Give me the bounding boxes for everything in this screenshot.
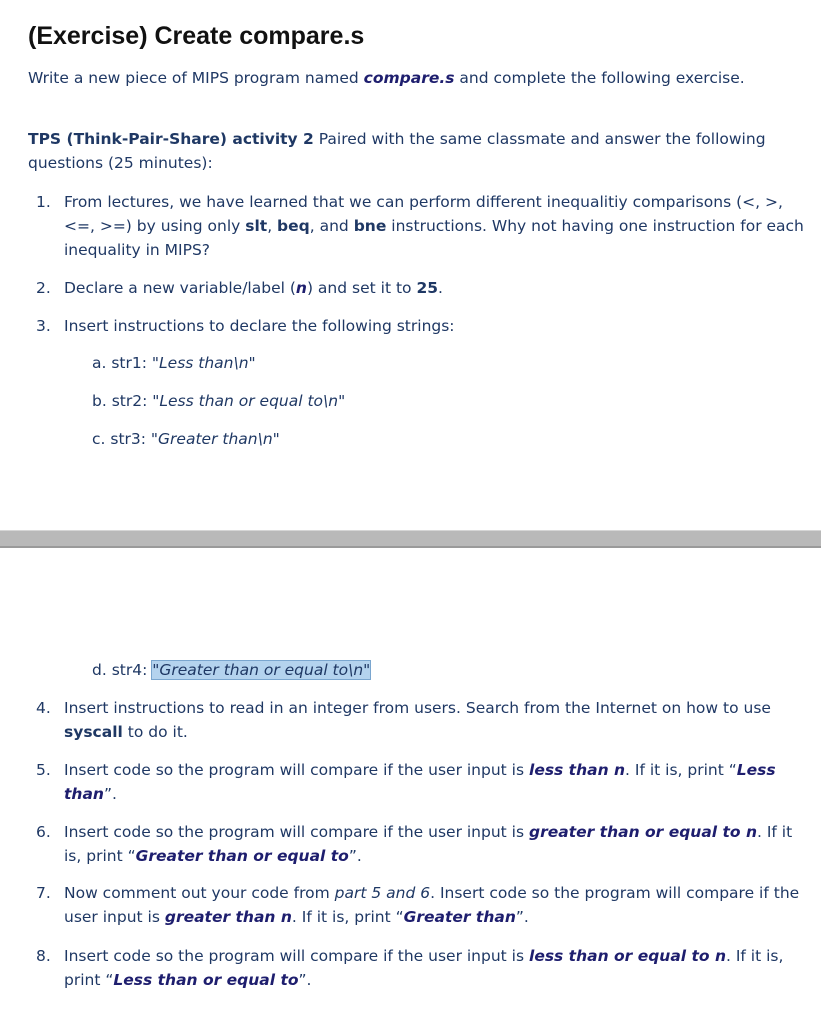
string-item-b xyxy=(92,389,345,413)
keyword-slt: slt xyxy=(245,217,268,235)
highlighted-string-value[interactable]: "Greater than or equal to\n" xyxy=(152,661,371,679)
question-number: 8. xyxy=(36,947,51,965)
intro-text-2: and complete the following exercise. xyxy=(454,69,745,87)
variable-n: n xyxy=(295,279,307,297)
output-text: Less than xyxy=(64,761,776,803)
string-item-c xyxy=(92,427,280,451)
intro-text: Write a new piece of MIPS program named xyxy=(28,69,364,87)
page-divider xyxy=(0,530,821,548)
q4-text-2: to do it. xyxy=(122,723,188,741)
string-value: "Greater than\n" xyxy=(150,430,280,448)
q2-text-2: ) and set it to xyxy=(306,279,417,297)
string-label: b. str2: xyxy=(92,392,153,410)
string-item-d xyxy=(92,658,370,682)
string-label: a. str1: xyxy=(92,354,152,372)
output-text: Greater than or equal to xyxy=(135,847,349,865)
question-number: 2. xyxy=(36,279,51,297)
question-6 xyxy=(36,820,806,868)
tps-label: TPS (Think-Pair-Share) activity 2 xyxy=(28,130,314,148)
question-5 xyxy=(36,758,806,806)
question-number: 7. xyxy=(36,884,51,902)
q4-text: Insert instructions to read in an integer from users. Search from the Internet on how to use xyxy=(64,699,771,717)
q6-end: ”. xyxy=(348,847,362,865)
q5-end: ”. xyxy=(103,785,117,803)
intro-paragraph xyxy=(28,66,803,90)
question-3 xyxy=(36,314,806,338)
string-label: d. str4: xyxy=(92,661,153,679)
filename: compare.s xyxy=(363,69,455,87)
question-8 xyxy=(36,944,806,992)
q6-text: Insert code so the program will compare if the user input is xyxy=(64,823,529,841)
tps-paragraph xyxy=(28,127,803,175)
condition: less than n xyxy=(529,761,626,779)
question-number: 4. xyxy=(36,699,51,717)
q7-text-3: . If it is, print “ xyxy=(291,908,404,926)
string-value: "Less than\n" xyxy=(151,354,256,372)
q5-text: Insert code so the program will compare if the user input is xyxy=(64,761,529,779)
condition: greater than or equal to n xyxy=(529,823,757,841)
q7-text-2: . Insert code so the program will compare if the user input is xyxy=(64,884,800,926)
q8-text: Insert code so the program will compare if the user input is xyxy=(64,947,529,965)
keyword-syscall: syscall xyxy=(64,723,123,741)
string-value: "Less than or equal to\n" xyxy=(152,392,346,410)
q8-end: ”. xyxy=(298,971,312,989)
q8-text-2: . If it is, print “ xyxy=(64,947,784,989)
question-number: 3. xyxy=(36,317,51,335)
keyword-beq: beq xyxy=(277,217,310,235)
question-4 xyxy=(36,696,806,744)
condition: less than or equal to n xyxy=(529,947,726,965)
q1-sep1: , xyxy=(267,217,278,235)
tps-text: Paired with the same classmate and answer the following questions (25 minutes): xyxy=(28,130,766,172)
keyword-bne: bne xyxy=(353,217,387,235)
output-text: Less than or equal to xyxy=(113,971,299,989)
q1-text: From lectures, we have learned that we can perform different inequalitiy comparisons (<, >, <=, >=) by using only xyxy=(64,193,783,235)
q2-text: Declare a new variable/label ( xyxy=(64,279,296,297)
question-7 xyxy=(36,881,806,929)
string-item-a xyxy=(92,351,256,375)
q5-text-2: . If it is, print “ xyxy=(625,761,737,779)
q3-text: Insert instructions to declare the following strings: xyxy=(64,317,455,335)
q2-period: . xyxy=(438,279,443,297)
page-title: (Exercise) Create compare.s xyxy=(28,22,365,50)
question-number: 5. xyxy=(36,761,51,779)
string-label: c. str3: xyxy=(92,430,151,448)
q7-text: Now comment out your code from xyxy=(64,884,335,902)
q7-end: ”. xyxy=(515,908,529,926)
question-2 xyxy=(36,276,806,300)
question-number: 6. xyxy=(36,823,51,841)
output-text: Greater than xyxy=(403,908,516,926)
q1-sep2: , and xyxy=(309,217,354,235)
question-number: 1. xyxy=(36,193,51,211)
condition: greater than n xyxy=(164,908,292,926)
parts-ref: part 5 and 6 xyxy=(334,884,431,902)
q6-text-2: . If it is, print “ xyxy=(64,823,793,865)
value-25: 25 xyxy=(416,279,439,297)
question-1 xyxy=(36,190,806,262)
q1-text-2: instructions. Why not having one instruction for each inequality in MIPS? xyxy=(64,217,804,259)
